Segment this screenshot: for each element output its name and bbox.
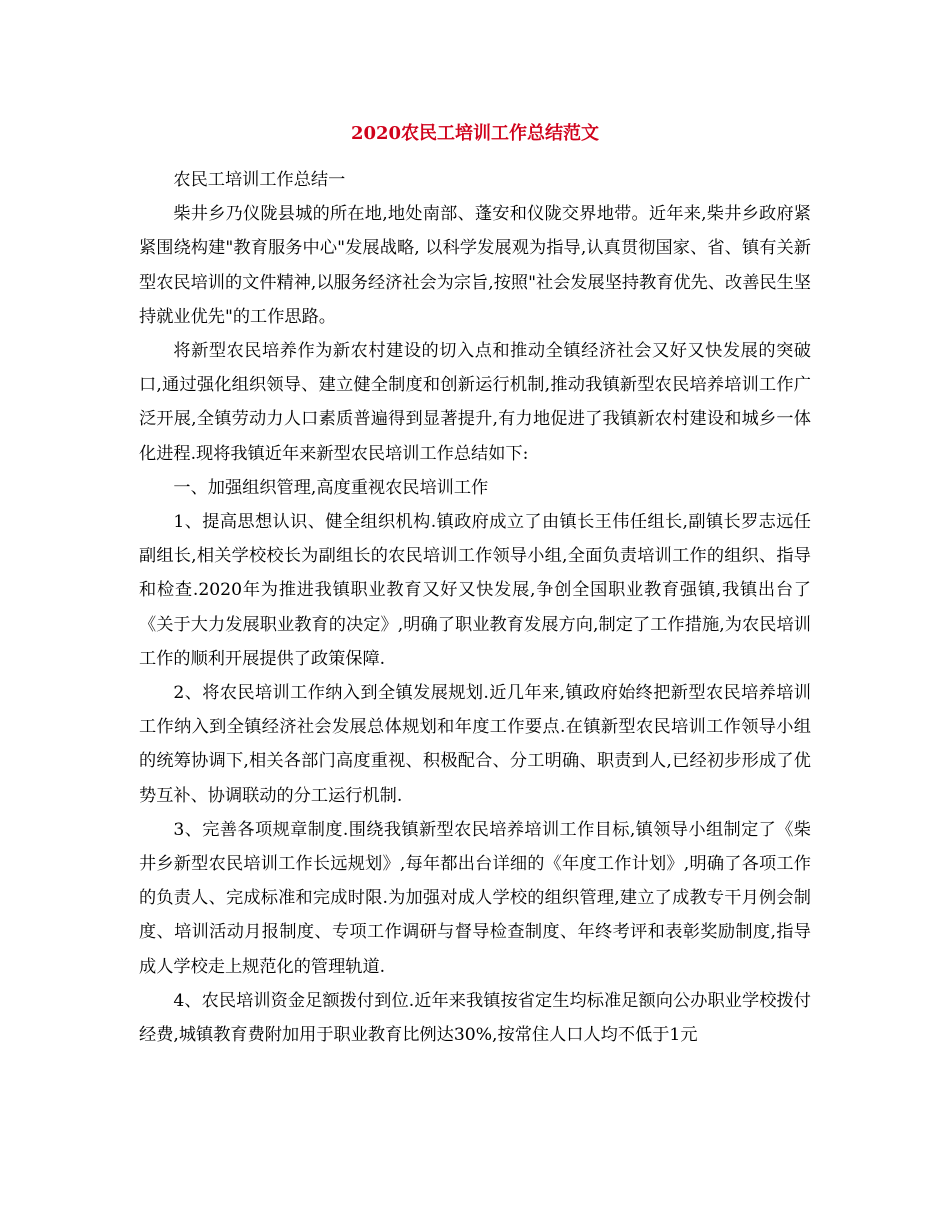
paragraph-item-1: 1、提高思想认识、健全组织机构.镇政府成立了由镇长王伟任组长,副镇长罗志远任副组长,相关学校校长为副组长的农民培训工作领导小组,全面负责培训工作的组织、指导和检查.2020年为推进我镇职业教育又好又快发展,争创全国职业教育强镇,我镇出台了《关于大力发展职业教育的决定》,明确了职业教育发展方向,制定了工作措施,为农民培训工作的顺利开展提供了政策保障. bbox=[139, 512, 811, 669]
document-title: 2020农民工培训工作总结范文 bbox=[350, 123, 600, 144]
paragraph-item-3: 3、完善各项规章制度.围绕我镇新型农民培养培训工作目标,镇领导小组制定了《柴井乡新型农民培训工作长远规划》,每年都出台详细的《年度工作计划》,明确了各项工作的负责人、完成标准和完成时限.为加强对成人学校的组织管理,建立了成教专干月例会制度、培训活动月报制度、专项工作调研与督导检查制度、年终考评和表彰奖励制度,指导成人学校走上规范化的管理轨道. bbox=[139, 819, 811, 977]
section-subtitle: 农民工培训工作总结一 bbox=[173, 170, 346, 190]
paragraph-item-4: 4、农民培训资金足额拨付到位.近年来我镇按省定生均标准足额向公办职业学校拨付经费,城镇教育费附加用于职业教育比例达30%,按常住人口人均不低于1元 bbox=[139, 990, 811, 1046]
paragraph-strategy: 将新型农民培养作为新农村建设的切入点和推动全镇经济社会又好又快发展的突破口,通过强化组织领导、建立健全制度和创新运行机制,推动我镇新型农民培养培训工作广泛开展,全镇劳动力人口素质普遍得到显著提升,有力地促进了我镇新农村建设和城乡一体化进程.现将我镇近年来新型农民培训工作总结如下: bbox=[139, 341, 811, 464]
section-heading-1: 一、加强组织管理,高度重视农民培训工作 bbox=[173, 477, 489, 498]
paragraph-item-2: 2、将农民培训工作纳入到全镇发展规划.近几年来,镇政府始终把新型农民培养培训工作纳入到全镇经济社会发展总体规划和年度工作要点.在镇新型农民培训工作领导小组的统筹协调下,相关各部门高度重视、积极配合、分工明确、职责到人,已经初步形成了优势互补、协调联动的分工运行机制. bbox=[139, 683, 811, 806]
paragraph-intro: 柴井乡乃仪陇县城的所在地,地处南部、蓬安和仪陇交界地带。近年来,柴井乡政府紧紧围绕构建"教育服务中心"发展战略, 以科学发展观为指导,认真贯彻国家、省、镇有关新型农民培训的文件精神,以服务经济社会为宗旨,按照"社会发展坚持教育优先、改善民生坚持就业优先"的工作思路。 bbox=[139, 204, 811, 327]
document-body bbox=[139, 163, 811, 1052]
